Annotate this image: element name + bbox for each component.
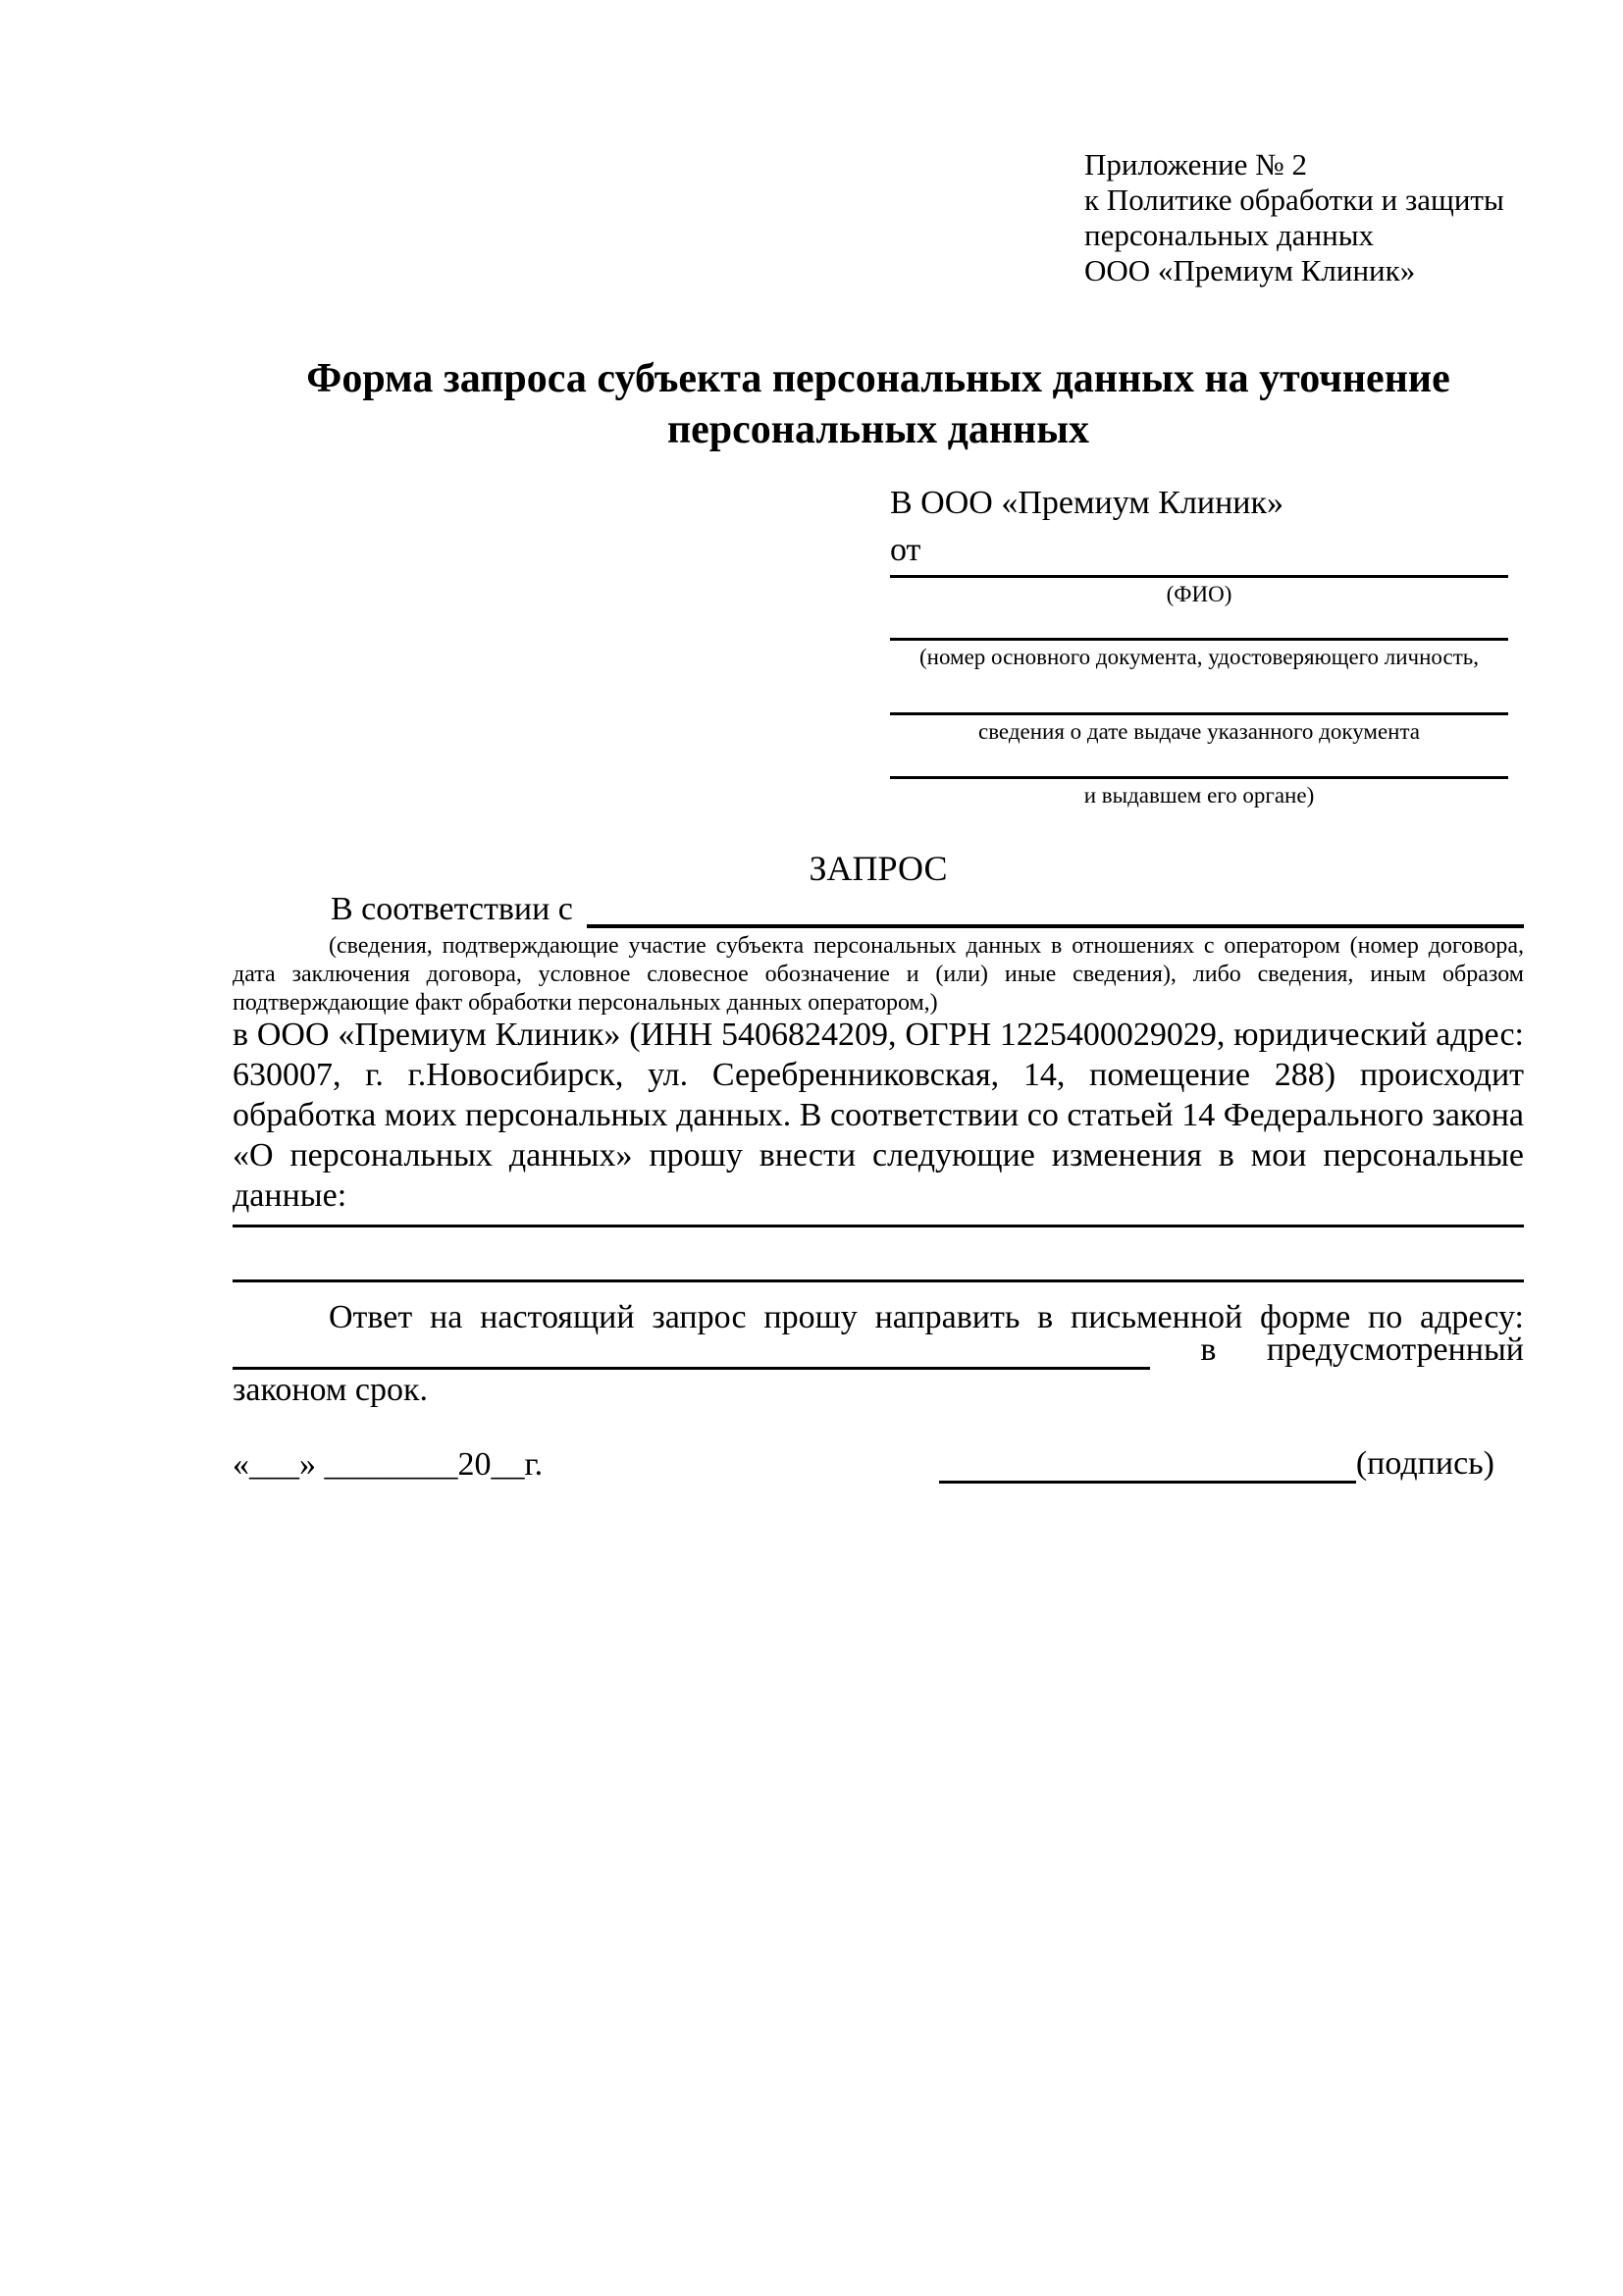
- fio-caption: (ФИО): [1166, 582, 1232, 606]
- fio-fill-line: [890, 575, 1508, 578]
- document-number-fill-line: [890, 638, 1508, 641]
- issue-date-fill-line: [890, 712, 1508, 715]
- request-heading: ЗАПРОС: [809, 849, 948, 888]
- address-fill-line: [233, 1333, 1150, 1370]
- reply-paragraph-line-3: законом срок.: [233, 1372, 428, 1408]
- document-title-line-1: Форма запроса субъекта персональных данных на уточнение: [306, 356, 1450, 401]
- document-title: [233, 353, 1524, 455]
- reply-paragraph-line-2: [233, 1327, 1524, 1370]
- issue-date-field: [890, 712, 1508, 745]
- appendix-line-1: Приложение № 2: [1084, 147, 1307, 182]
- document-title-line-2: персональных данных: [666, 407, 1090, 452]
- appendix-line-3: персональных данных: [1084, 218, 1375, 252]
- issuing-authority-fill-line: [890, 776, 1508, 779]
- appendix-line-2: к Политике обработки и защиты: [1084, 183, 1504, 217]
- document-number-field: [890, 638, 1508, 670]
- addressee-to: В ООО «Премиум Клиник»: [890, 485, 1284, 521]
- reply-word-1: в: [1200, 1331, 1217, 1368]
- changes-fill-line-2: [233, 1279, 1524, 1282]
- signature-group: [939, 1444, 1494, 1484]
- fio-field: [890, 575, 1508, 607]
- document-number-caption: (номер основного документа, удостоверяющего личность,: [918, 645, 1479, 669]
- signature-fill-line: [939, 1447, 1356, 1484]
- intro-prefix: В соответствии с: [331, 891, 573, 927]
- signature-caption: (подпись): [1355, 1445, 1494, 1482]
- appendix-block: [1084, 147, 1536, 288]
- issue-date-caption: сведения о дате выдаче указанного документа: [977, 719, 1421, 744]
- changes-fill-line-1: [233, 1225, 1524, 1227]
- intro-fill-line: [587, 891, 1524, 928]
- appendix-line-4: ООО «Премиум Клиник»: [1084, 253, 1416, 287]
- issuing-authority-field: [890, 776, 1508, 809]
- reply-paragraph-line-1: Ответ на настоящий запрос прошу направить в письменной форме по адресу:: [329, 1299, 1524, 1335]
- body-paragraph: в ООО «Премиум Клиник» (ИНН 5406824209, ОГРН 1225400029029, юридический адрес: 630007, г. г.Новосибирск, ул. Серебренниковская, 14, помещение 288) происходит обработка моих персональных данных. В соответствии со статьей 14 Федерального закона «О персональных данных» прошу внести следующие изменения в мои персональные данные:: [233, 1017, 1524, 1214]
- intro-line: [233, 891, 1524, 928]
- issuing-authority-caption: и выдавшем его органе): [1083, 783, 1315, 808]
- date-blank: «___» ________20__г.: [233, 1446, 544, 1483]
- explanatory-note: (сведения, подтверждающие участие субъекта персональных данных в отношениях с оператором (номер договора, дата заключения договора, условное словесное обозначение и (или) иные сведения), либо сведения, иным образом подтверждающие факт обработки персональных данных оператором,): [233, 933, 1524, 1016]
- addressee-from-label: от: [890, 532, 921, 568]
- footer-row: [233, 1444, 1524, 1484]
- addressee-block: [890, 485, 1508, 828]
- reply-word-2: предусмотренный: [1266, 1331, 1524, 1368]
